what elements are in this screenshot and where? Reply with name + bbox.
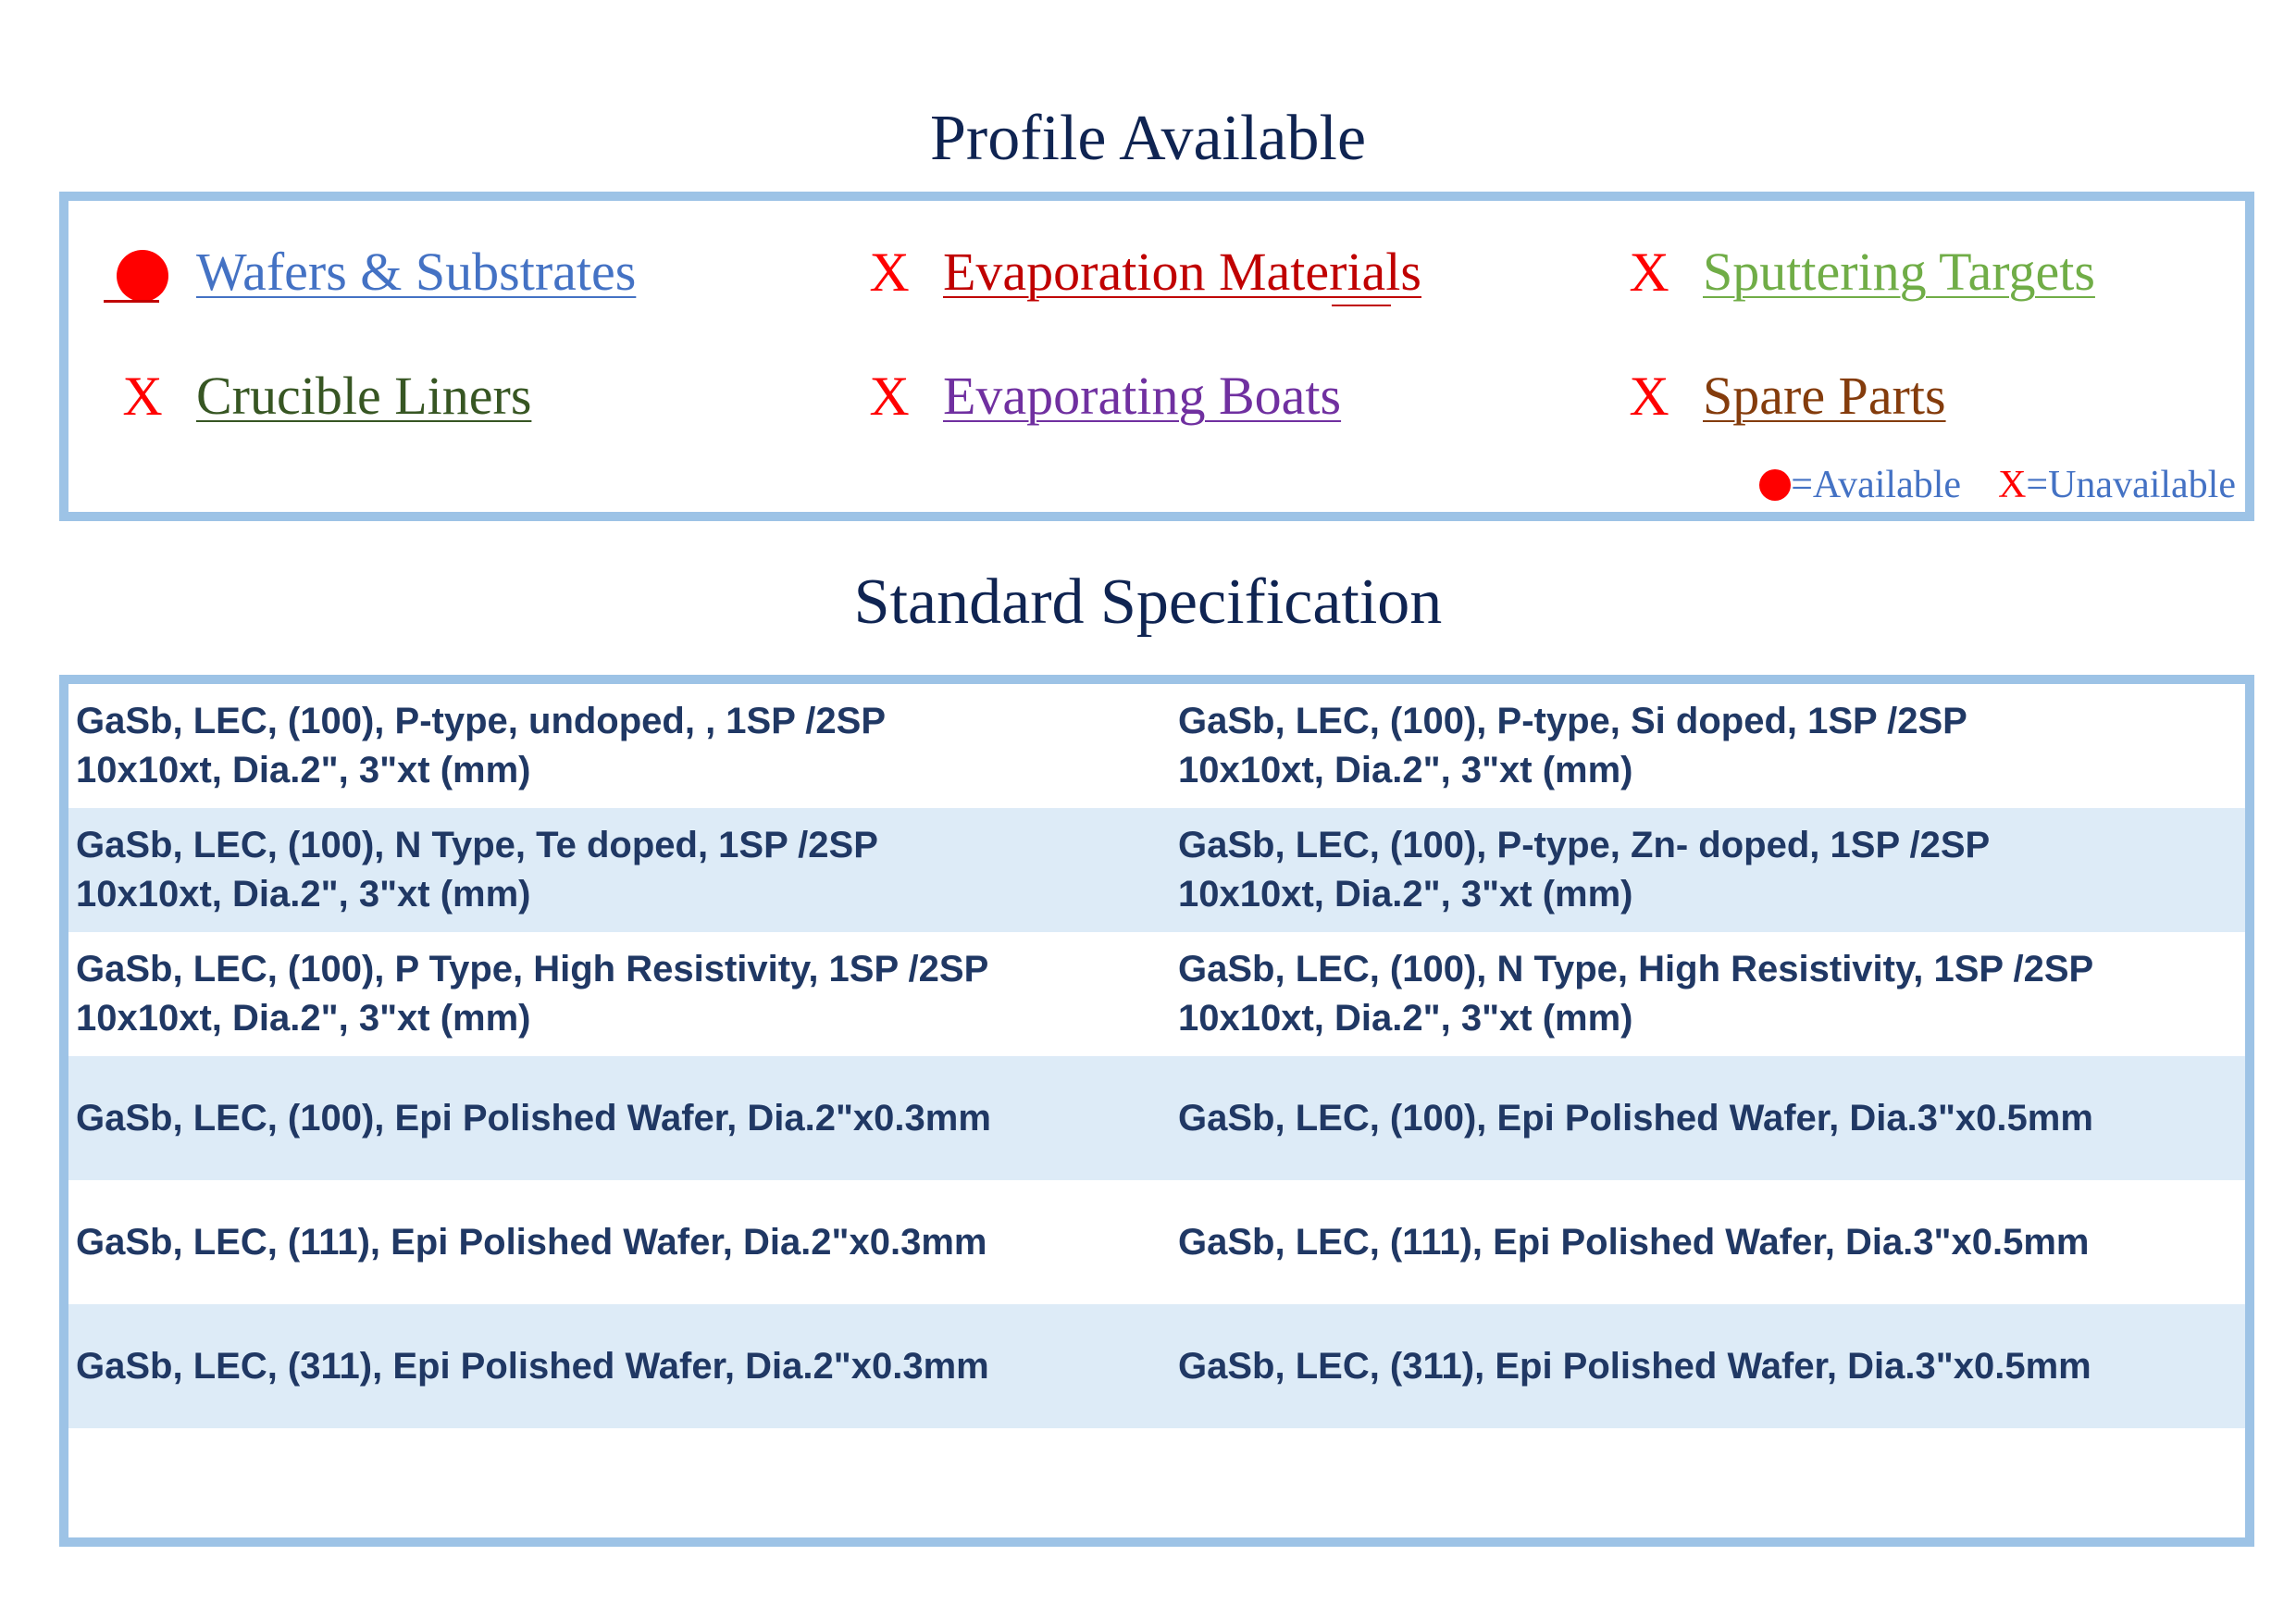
spec-cell	[76, 808, 878, 932]
spec-line: 10x10xt, Dia.2", 3"xt (mm)	[76, 998, 531, 1039]
spec-cell	[76, 1056, 991, 1180]
unavailable-x-icon: X	[122, 366, 163, 427]
sputtering-targets-link[interactable]: Sputtering Targets	[1703, 242, 2095, 302]
spec-line: GaSb, LEC, (100), N Type, Te doped, 1SP /2SP	[76, 825, 878, 865]
evaporation-materials-link[interactable]: Evaporation Materials	[943, 242, 1421, 302]
specification-table	[59, 675, 2254, 1547]
underline-extension	[1332, 305, 1391, 306]
spec-line: GaSb, LEC, (100), P-type, undoped, , 1SP /2SP	[76, 701, 887, 741]
spec-cell	[76, 1180, 987, 1304]
legend-available-text: =Available	[1791, 464, 1962, 506]
spec-cell	[1178, 684, 1967, 808]
spec-line: GaSb, LEC, (311), Epi Polished Wafer, Dia.3"x0.5mm	[1178, 1345, 2091, 1387]
table-row	[68, 808, 2245, 932]
spec-line: GaSb, LEC, (111), Epi Polished Wafer, Dia.3"x0.5mm	[1178, 1221, 2090, 1263]
spec-line: GaSb, LEC, (100), P-type, Si doped, 1SP /2SP	[1178, 701, 1967, 741]
spec-line: 10x10xt, Dia.2", 3"xt (mm)	[1178, 998, 1633, 1039]
table-row	[68, 1180, 2245, 1304]
spec-cell	[1178, 1180, 2090, 1304]
unavailable-x-icon: X	[869, 366, 910, 427]
spec-line: GaSb, LEC, (100), Epi Polished Wafer, Dia.2"x0.3mm	[76, 1097, 991, 1139]
spec-line: GaSb, LEC, (100), N Type, High Resistivity, 1SP /2SP	[1178, 949, 2094, 989]
table-row	[68, 932, 2245, 1056]
spec-line: GaSb, LEC, (100), P Type, High Resistivity, 1SP /2SP	[76, 949, 989, 989]
spec-line: GaSb, LEC, (100), P-type, Zn- doped, 1SP /2SP	[1178, 825, 1991, 865]
profile-box	[59, 192, 2254, 521]
spec-cell	[76, 684, 886, 808]
available-dot-icon	[104, 235, 181, 309]
spec-cell	[1178, 1304, 2091, 1428]
evaporating-boats-link[interactable]: Evaporating Boats	[943, 366, 1342, 426]
spare-parts-link[interactable]: Spare Parts	[1703, 366, 1946, 426]
spec-line: 10x10xt, Dia.2", 3"xt (mm)	[76, 750, 531, 790]
table-row	[68, 684, 2245, 808]
available-dot-icon	[1759, 469, 1791, 501]
spec-line: GaSb, LEC, (100), Epi Polished Wafer, Dia.3"x0.5mm	[1178, 1097, 2093, 1139]
legend-unavailable-text: =Unavailable	[2026, 464, 2236, 506]
spec-cell	[1178, 932, 2093, 1056]
wafers-substrates-link[interactable]: Wafers & Substrates	[196, 242, 637, 302]
spec-cell	[1178, 808, 1990, 932]
spec-line: 10x10xt, Dia.2", 3"xt (mm)	[76, 874, 531, 915]
profile-available-title: Profile Available	[929, 103, 1367, 174]
unavailable-x-icon: X	[1629, 242, 1669, 303]
spec-line: 10x10xt, Dia.2", 3"xt (mm)	[1178, 750, 1633, 790]
spec-line: 10x10xt, Dia.2", 3"xt (mm)	[1178, 874, 1633, 915]
standard-specification-title: Standard Specification	[853, 566, 1443, 638]
crucible-liners-link[interactable]: Crucible Liners	[196, 366, 532, 426]
spec-cell	[1178, 1056, 2093, 1180]
table-row	[68, 1304, 2245, 1428]
spec-cell	[76, 932, 988, 1056]
unavailable-x-icon: X	[869, 242, 910, 303]
table-row	[68, 1056, 2245, 1180]
spec-cell	[76, 1304, 989, 1428]
spec-line: GaSb, LEC, (111), Epi Polished Wafer, Dia.2"x0.3mm	[76, 1221, 987, 1263]
spec-line: GaSb, LEC, (311), Epi Polished Wafer, Dia.2"x0.3mm	[76, 1345, 989, 1387]
unavailable-x-icon: X	[1998, 464, 2027, 506]
availability-legend	[1759, 462, 2236, 508]
unavailable-x-icon: X	[1629, 366, 1669, 427]
